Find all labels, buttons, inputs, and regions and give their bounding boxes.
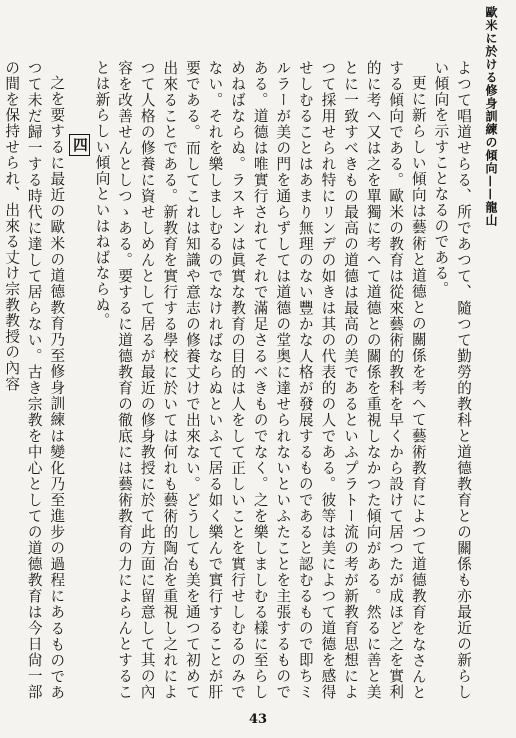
section-number-box: 四: [69, 134, 90, 156]
page-number: 43: [248, 712, 268, 727]
section-heading: [67, 134, 90, 700]
vertical-body-text: [3, 60, 474, 700]
running-header: 歐米に於ける修身訓練の傾向——龍山: [484, 6, 498, 227]
paragraph-art-education: 更に新らしい傾向は藝術と道德との關係を考へて藝術教育によつて道德教育をなさんとする傾向である。歐米の教育は從來藝術的教科を早くから設けて居つたが成ほど之を實利的に考へ又は之を單獨に考へて道德との關係を重視しなかつた傾向がある。然るに善と美とに一致すべきもの最高の道德は最高の美であるといふプラトー流の考が新教育思想によつて採用せられ特にリンデの如きは其の代表的の人である。彼等は美によつて道德を感得せしむることはあまり無理のない豐かな人格が發展するものであると認むるもので即ちミルラーが美の門を通らずしては道德の堂奥に達せられないといふたことを主張するものである。道德は唯實行されてそれで滿足さるべきものでなく。之を樂しましむる樣に至らしめねばならぬ。ラスキンは眞實な教育の目的は人をして正しいことを實行せしむるのみでない。それを樂しましむるのでなければならぬといふて居る如く樂んで實行することが肝要である。而してこれは知識や意志の修養丈けで出來ない。どうしても美を通つて初めて出來ることである。新教育を實行する學校に於いては何れも藝術的陶冶を重視し之れによつて人格の修養に資せしめんとして居るが最近の修身教授に於て此方面に留意して其の內容を改善せんとしつゝある。要するに道德教育の徹底には藝術教育の力によらんとすることは新らしい傾向といはねばならぬ。: [93, 60, 427, 700]
header-rule: [34, 52, 482, 53]
paragraph-continuation: よつて唱道せらる、所であつて、隨つて勤勞的教科と道德教育との關係も亦最近の新らしい傾向を示すことなるのである。: [432, 60, 472, 700]
paragraph-summary: 之を要するに最近の歐米の道德教育乃至修身訓練は變化乃至進步の過程にあるものであつて未だ歸一する時代に達して居らない。古き宗教を中心としての道德教育は今日尙一部の間を保持せられ、出來る丈け宗教教授の內容: [3, 60, 66, 700]
